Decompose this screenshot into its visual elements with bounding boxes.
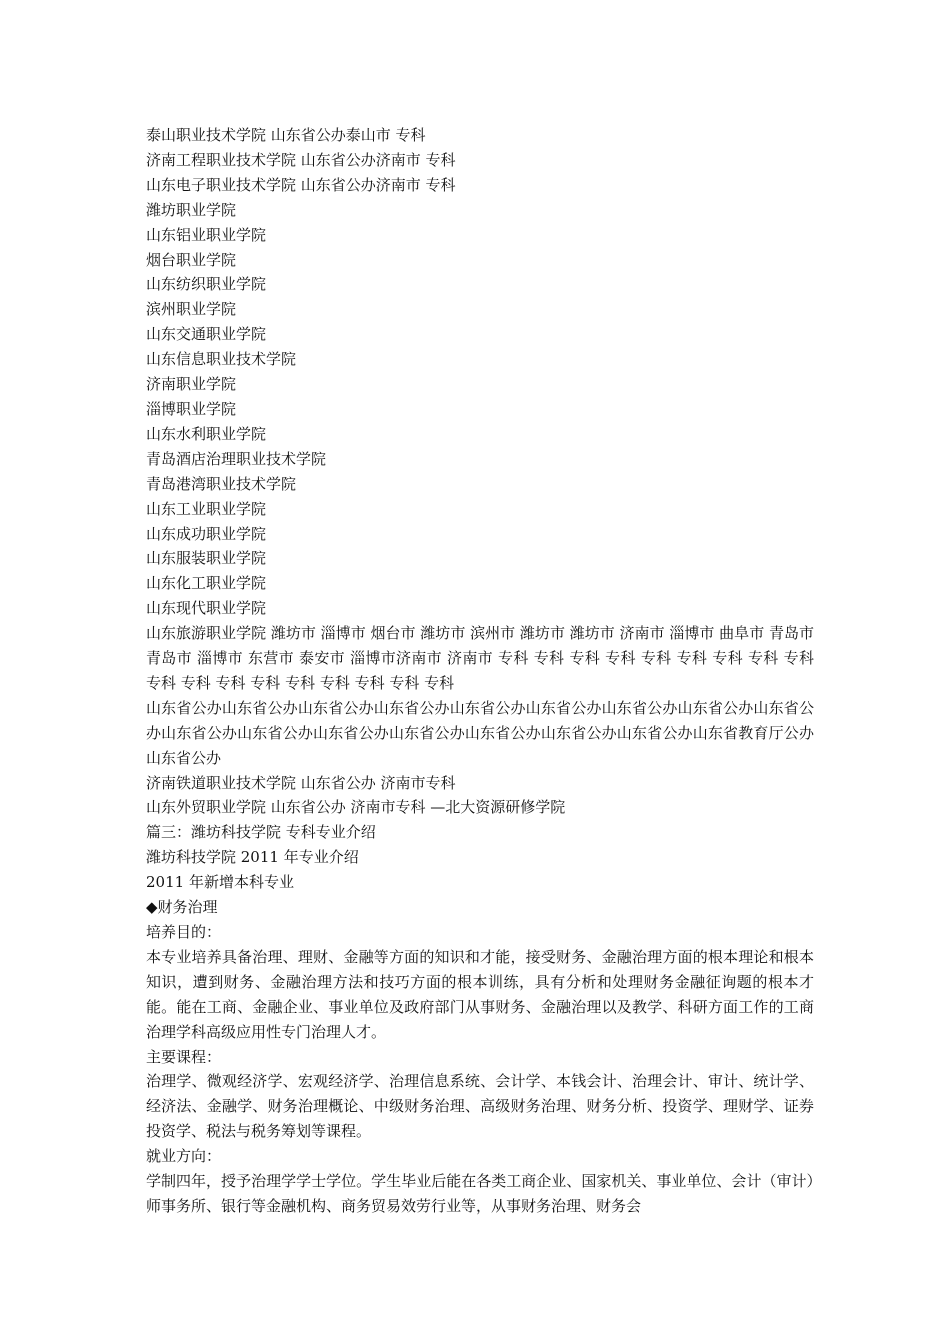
text-line: 2011 年新增本科专业 [146,873,294,892]
cities-paragraph: 山东旅游职业学院 潍坊市 淄博市 烟台市 潍坊市 滨州市 潍坊市 潍坊市 济南市 淄博市 曲阜市 青岛市 青岛市 淄博市 东营市 泰安市 淄博市济南市 济南市 专科 专科 专科 专科 专科 专科 专科 专科 专科 专科 专科 专科 专科 专科 专科 专科 专科 专科 [146,624,814,692]
text-line: 山东化工职业学院 [146,574,267,593]
text-line: 山东交通职业学院 [146,325,267,344]
text-line: 山东铝业职业学院 [146,225,267,244]
career-paragraph: 学制四年，授予治理学学士学位。学生毕业后能在各类工商企业、国家机关、事业单位、会计（审计）师事务所、银行等金融机构、商务贸易效劳行业等，从事财务治理、财务会 [146,1172,814,1215]
goal-paragraph: 本专业培养具备治理、理财、金融等方面的知识和才能，接受财务、金融治理方面的根本理论和根本知识，遭到财务、金融治理方法和技巧方面的根本训练，具有分析和处理财务金融征询题的根本才能。能在工商、金融企业、事业单位及政府部门从事财务、金融治理以及教学、科研方面工作的工商治理学科高级应用性专门治理人才。 [146,947,814,1041]
text-line: 山东纺织职业学院 [146,275,267,294]
text-line: 青岛酒店治理职业技术学院 [146,449,327,468]
text-line: 济南工程职业技术学院 山东省公办济南市 专科 [146,150,456,169]
document-page [146,123,814,1219]
text-line: 山东水利职业学院 [146,424,267,443]
text-line: 烟台职业学院 [146,250,237,269]
text-line: 山东服装职业学院 [146,549,267,568]
text-line: 济南职业学院 [146,375,237,394]
subheading-career: 就业方向： [146,1147,222,1166]
text-line: 滨州职业学院 [146,300,237,319]
text-line: 潍坊科技学院 2011 年专业介绍 [146,848,359,867]
major-title: ◆财务治理 [146,898,218,917]
text-line: 淄博职业学院 [146,399,237,418]
text-line: 山东现代职业学院 [146,599,267,618]
gongban-paragraph: 山东省公办山东省公办山东省公办山东省公办山东省公办山东省公办山东省公办山东省公办山东省公办山东省公办山东省公办山东省公办山东省公办山东省公办山东省公办山东省公办山东省教育厅公办山东省公办 [146,698,814,767]
subheading-goal: 培养目的： [146,923,222,941]
text-line: 潍坊职业学院 [146,200,237,219]
subheading-courses: 主要课程： [146,1047,222,1066]
section-heading: 篇三：潍坊科技学院 专科专业介绍 [146,823,376,842]
courses-paragraph: 治理学、微观经济学、宏观经济学、治理信息系统、会计学、本钱会计、治理会计、审计、统计学、经济法、金融学、财务治理概论、中级财务治理、高级财务治理、财务分析、投资学、理财学、证券投资学、税法与税务筹划等课程。 [146,1072,814,1141]
text-line: 济南铁道职业技术学院 山东省公办 济南市专科 [146,773,456,792]
text-line: 山东信息职业技术学院 [146,350,297,369]
text-line: 青岛港湾职业技术学院 [146,474,297,493]
text-line: 泰山职业技术学院 山东省公办泰山市 专科 [146,126,426,144]
text-line: 山东成功职业学院 [146,524,267,543]
text-line: 山东工业职业学院 [146,499,267,518]
text-line: 山东电子职业技术学院 山东省公办济南市 专科 [146,175,456,194]
text-line: 山东外贸职业学院 山东省公办 济南市专科 —北大资源研修学院 [146,798,566,817]
